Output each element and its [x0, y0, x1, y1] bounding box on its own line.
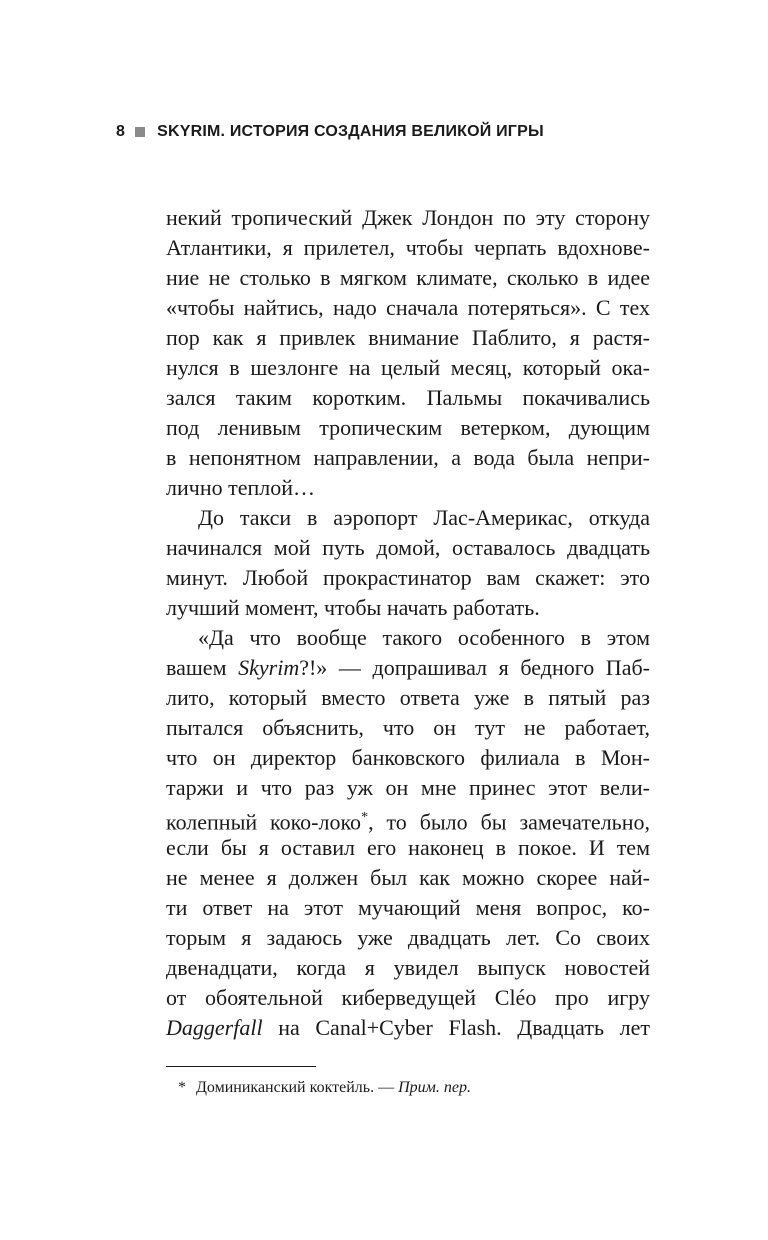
line-fragment: на Canal+Cyber Flash. Двадцать лет — [262, 1015, 650, 1040]
text-line: пытался объяснить, что он тут не работает, — [166, 715, 650, 740]
text-line: таржи и что раз уж он мне принес этот вели- — [166, 775, 650, 800]
text-line: «Да что вообще такого особенного в этом — [198, 625, 650, 650]
text-line: лично теплой… — [166, 475, 315, 500]
text-line — [166, 803, 650, 833]
text-line: ти ответ на этот мучающий меня вопрос, ко- — [166, 895, 650, 920]
footnote-divider — [166, 1066, 316, 1067]
page-number: 8 — [116, 123, 126, 140]
text-line: в непонятном направлении, а вода была непри- — [166, 445, 650, 470]
text-line: если бы я оставил его наконец в покое. И тем — [166, 835, 650, 860]
translator-note: Прим. пер. — [398, 1079, 471, 1096]
square-bullet-icon — [135, 127, 145, 137]
line-fragment: колепный коко-локо — [166, 809, 362, 835]
text-line: лито, который вместо ответа уже в пятый раз — [166, 685, 650, 710]
text-line: двенадцати, когда я увидел выпуск новостей — [166, 955, 650, 980]
text-line: зался таким коротким. Пальмы покачивались — [166, 385, 650, 410]
text-line: минут. Любой прокрастинатор вам скажет: это — [166, 565, 650, 590]
text-line: Атлантики, я прилетел, чтобы черпать вдохнове- — [166, 235, 650, 260]
footnote-marker: * — [178, 1079, 186, 1096]
footnote-reference: * — [361, 810, 369, 825]
text-line: от обоятельной киберведущей Cléo про игру — [166, 985, 650, 1010]
text-line: что он директор банковского филиала в Мон- — [166, 745, 650, 770]
text-line: начинался мой путь домой, оставалось двадцать — [166, 535, 650, 560]
text-line: нулся в шезлонге на целый месяц, который ока- — [166, 355, 650, 380]
text-line: лучший момент, чтобы начать работать. — [166, 595, 540, 620]
line-fragment: , то было бы замечательно, — [368, 809, 650, 835]
line-fragment: ?!» — допрашивал я бедного Паб- — [299, 655, 650, 680]
text-line — [166, 1013, 650, 1043]
text-line: не менее я должен был как можно скорее най- — [166, 865, 650, 890]
text-line: пор как я привлек внимание Паблито, я растя- — [166, 325, 650, 350]
text-line: под ленивым тропическим ветерком, дующим — [166, 415, 650, 440]
text-line: некий тропический Джек Лондон по эту сторону — [166, 205, 650, 230]
text-line: торым я задаюсь уже двадцать лет. Со своих — [166, 925, 650, 950]
footnote-text: Доминиканский коктейль. — — [196, 1079, 399, 1096]
paragraph-1 — [166, 203, 650, 503]
footnote — [178, 1077, 471, 1099]
text-line: ние не столько в мягком климате, сколько в идее — [166, 265, 650, 290]
text-line: До такси в аэропорт Лас-Америкас, откуда — [198, 505, 650, 530]
paragraph-3 — [166, 623, 650, 1043]
main-text — [166, 203, 650, 1043]
game-title-daggerfall: Daggerfall — [166, 1015, 263, 1040]
game-title-skyrim: Skyrim — [238, 655, 300, 680]
text-line: «чтобы найтись, надо сначала потеряться». С тех — [166, 295, 650, 320]
line-fragment: вашем — [166, 655, 239, 680]
book-title: SKYRIM. ИСТОРИЯ СОЗДАНИЯ ВЕЛИКОЙ ИГРЫ — [157, 123, 544, 140]
running-head — [116, 120, 544, 144]
paragraph-2 — [166, 503, 650, 623]
text-line — [166, 653, 650, 683]
